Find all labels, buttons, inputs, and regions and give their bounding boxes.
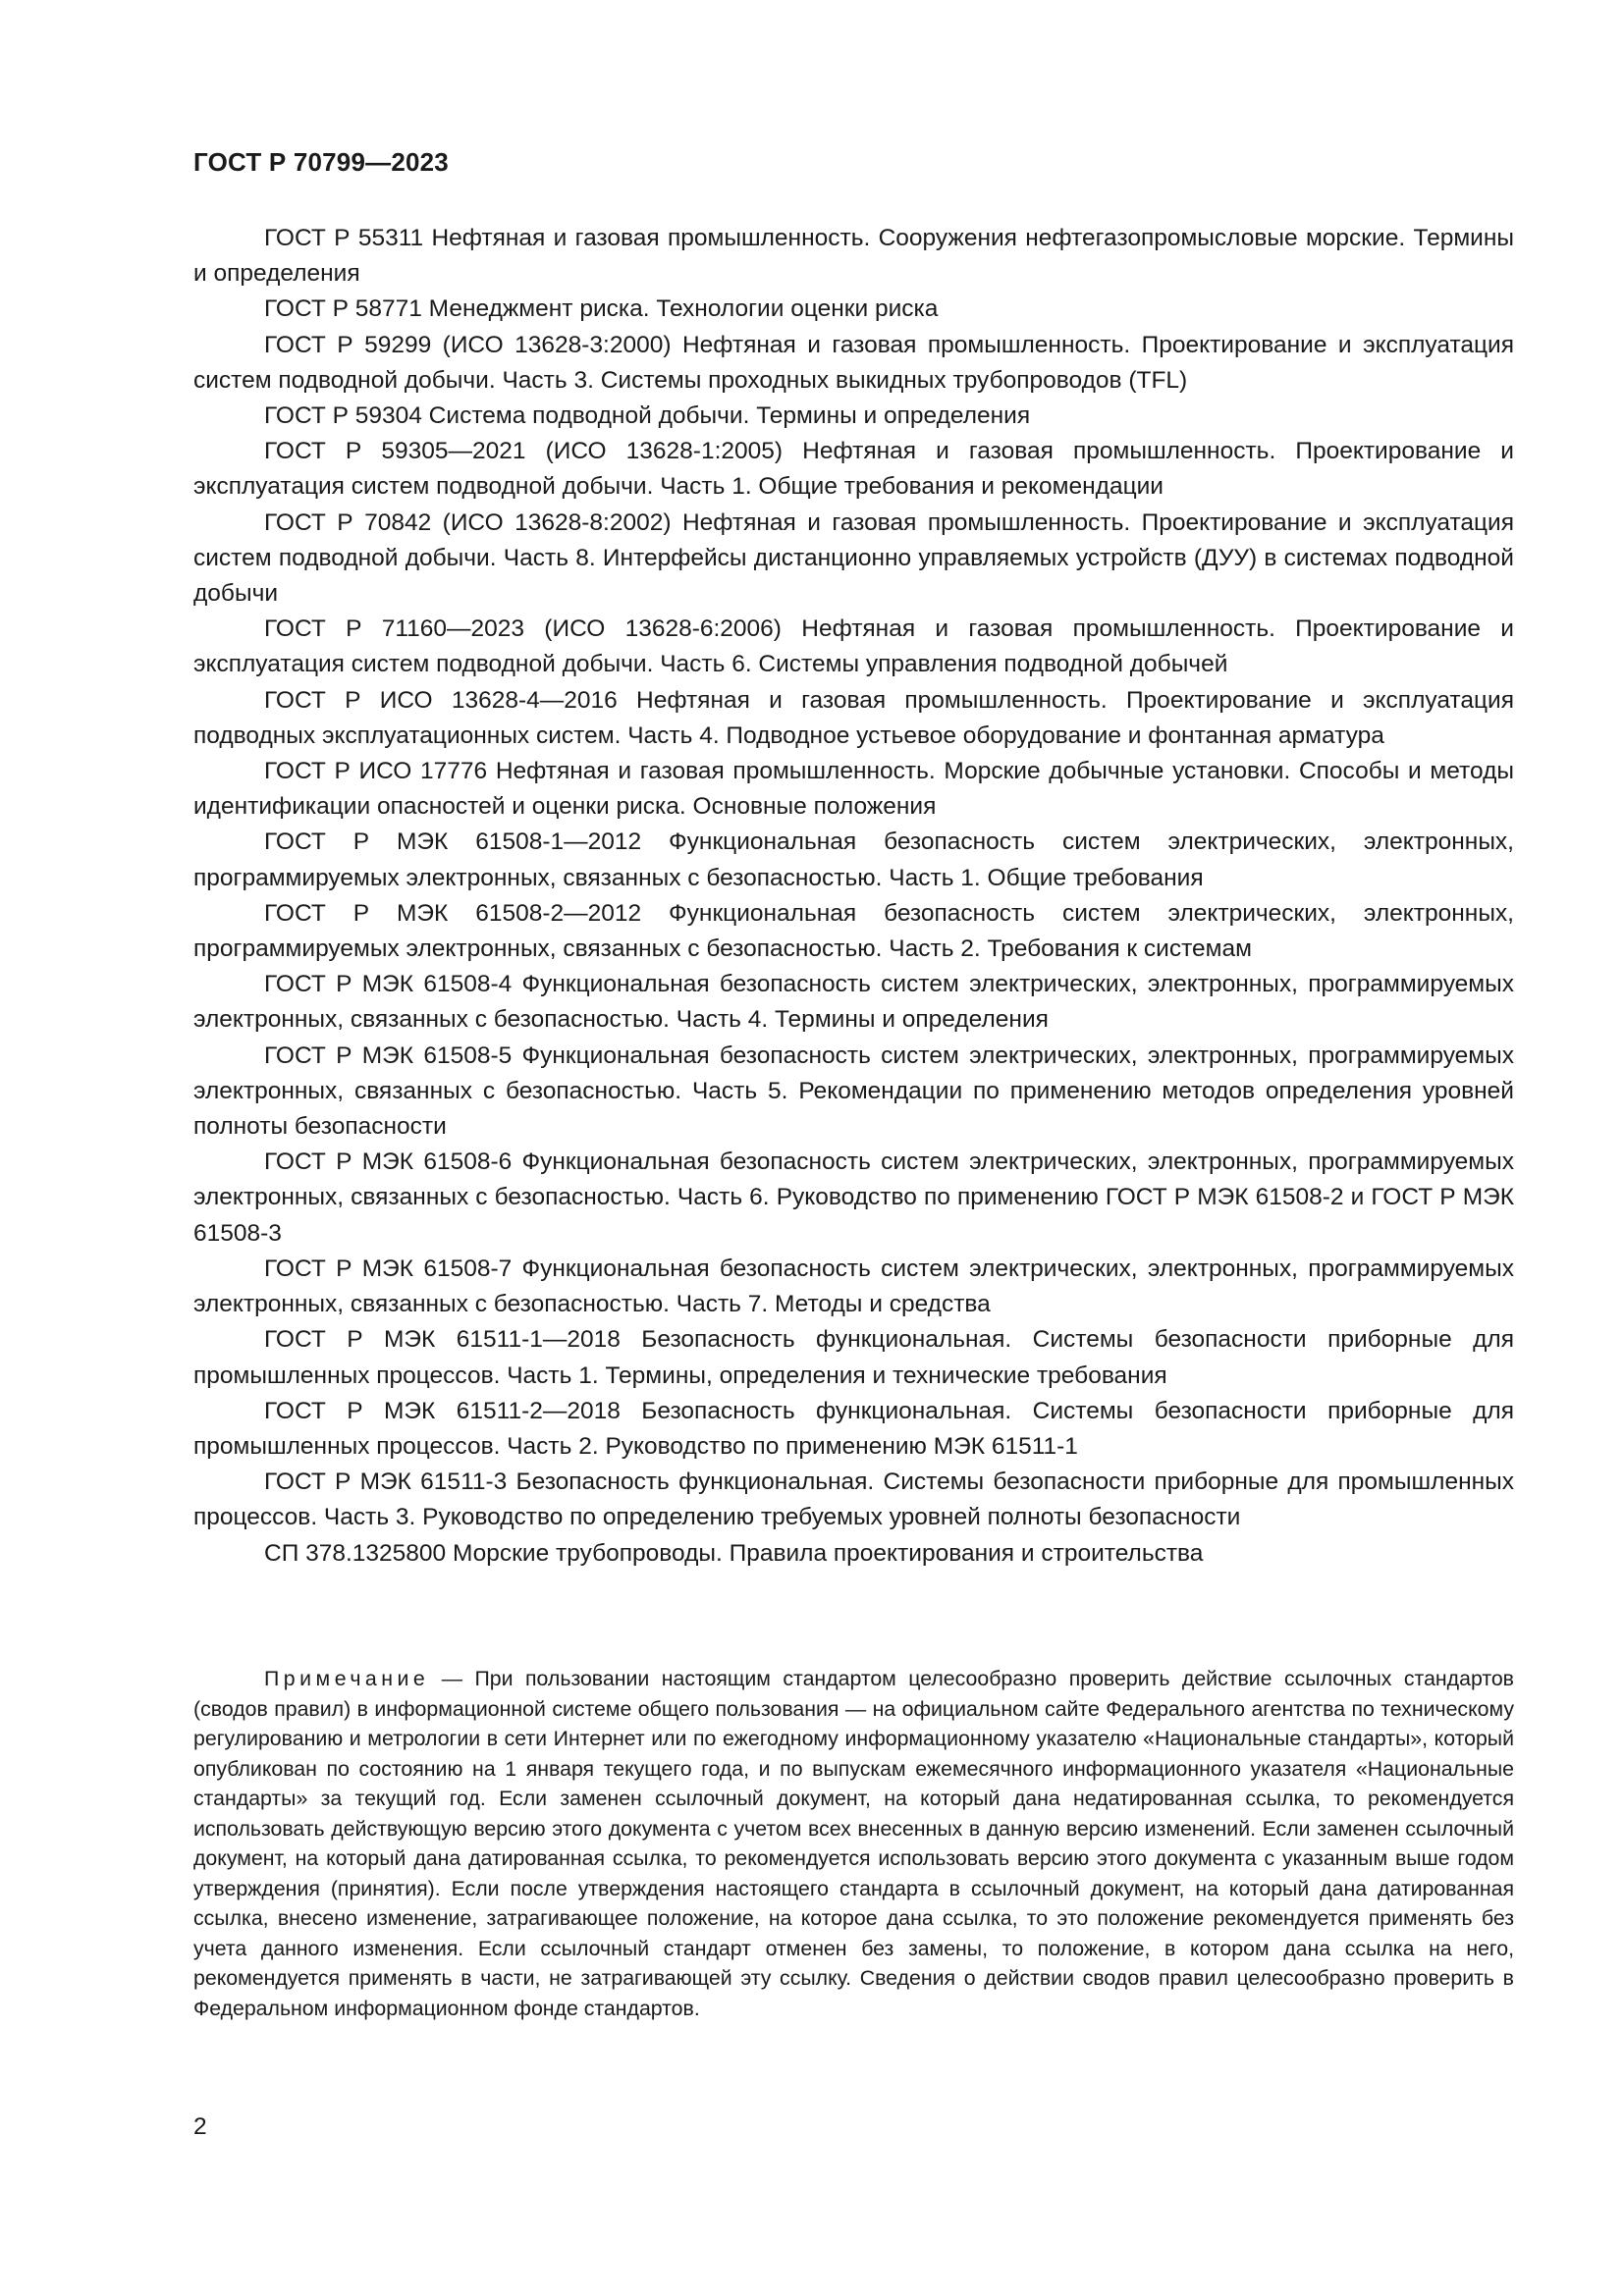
reference-item-gost-r-iec-61511-2: ГОСТ Р МЭК 61511-2—2018 Безопасность функциональная. Системы безопасности приборные для промышленных процессов. Часть 2. Руководство по применению МЭК 61511-1 [193, 1397, 1514, 1460]
reference-item-gost-r-iec-61508-4: ГОСТ Р МЭК 61508-4 Функциональная безопасность систем электрических, электронных, программируемых электронных, связанных с безопасностью. Часть 4. Термины и определения [193, 971, 1514, 1034]
note-paragraph [193, 1664, 1514, 2023]
reference-item-gost-r-58771: ГОСТ Р 58771 Менеджмент риска. Технологии оценки риска [264, 295, 939, 323]
normative-references-list [193, 221, 1514, 1572]
note-text: — При пользовании настоящим стандартом целесообразно проверить действие ссылочных стандартов (сводов правил) в информационной системе общего пользования — на официальном сайте Федерального агентства по техническому регулированию и метрологии в сети Интернет или по ежегодному информационному указателю «Национальные стандарты», который опубликован по состоянию на 1 января текущего года, и по выпускам ежемесячного информационного указателя «Национальные стандарты» за текущий год. Если заменен ссылочный документ, на который дана недатированная ссылка, то рекомендуется использовать действующую версию этого документа с учетом всех внесенных в данную версию изменений. Если заменен ссылочный документ, на который дана датированная ссылка, то рекомендуется использовать версию этого документа с указанным выше годом утверждения (принятия). Если после утверждения настоящего стандарта в ссылочный документ, на который дана датированная ссылка, внесено изменение, затрагивающее положение, на которое дана ссылка, то это положение рекомендуется применять без учета данного изменения. Если ссылочный стандарт отменен без замены, то положение, в котором дана ссылка на него, рекомендуется применять в части, не затрагивающей эту ссылку. Сведения о действии сводов правил целесообразно проверить в Федеральном информационном фонде стандартов. [193, 1667, 1514, 2020]
reference-item-gost-r-iec-61508-6: ГОСТ Р МЭК 61508-6 Функциональная безопасность систем электрических, электронных, программируемых электронных, связанных с безопасностью. Часть 6. Руководство по применению ГОСТ Р МЭК 61508-2 и ГОСТ Р МЭК 61508-3 [193, 1148, 1514, 1247]
reference-item-gost-r-iec-61508-5: ГОСТ Р МЭК 61508-5 Функциональная безопасность систем электрических, электронных, программируемых электронных, связанных с безопасностью. Часть 5. Рекомендации по применению методов определения уровней полноты безопасности [193, 1041, 1514, 1141]
reference-item-gost-r-iec-61511-1: ГОСТ Р МЭК 61511-1—2018 Безопасность функциональная. Системы безопасности приборные для промышленных процессов. Часть 1. Термины, определения и технические требования [193, 1326, 1514, 1389]
reference-item-gost-r-iso-17776: ГОСТ Р ИСО 17776 Нефтяная и газовая промышленность. Морские добычные установки. Способы и методы идентификации опасностей и оценки риска. Основные положения [193, 758, 1514, 821]
reference-item-gost-r-59304: ГОСТ Р 59304 Система подводной добычи. Термины и определения [264, 402, 1031, 430]
reference-item-gost-r-59299: ГОСТ Р 59299 (ИСО 13628-3:2000) Нефтяная и газовая промышленность. Проектирование и эксплуатация систем подводной добычи. Часть 3. Системы проходных выкидных трубопроводов (TFL) [193, 331, 1514, 394]
document-code-header: ГОСТ Р 70799—2023 [193, 147, 449, 177]
reference-item-gost-r-59305: ГОСТ Р 59305—2021 (ИСО 13628-1:2005) Нефтяная и газовая промышленность. Проектирование и эксплуатация систем подводной добычи. Часть 1. Общие требования и рекомендации [193, 438, 1514, 501]
note-label: Примечание [264, 1667, 430, 1690]
reference-item-gost-r-iec-61511-3: ГОСТ Р МЭК 61511-3 Безопасность функциональная. Системы безопасности приборные для промышленных процессов. Часть 3. Руководство по определению требуемых уровней полноты безопасности [193, 1468, 1514, 1531]
page-number: 2 [193, 2113, 207, 2140]
reference-item-gost-r-55311: ГОСТ Р 55311 Нефтяная и газовая промышленность. Сооружения нефтегазопромысловые морские. Термины и определения [193, 225, 1514, 288]
reference-item-gost-r-71160: ГОСТ Р 71160—2023 (ИСО 13628-6:2006) Нефтяная и газовая промышленность. Проектирование и эксплуатация систем подводной добычи. Часть 6. Системы управления подводной добычей [193, 615, 1514, 678]
reference-item-gost-r-iec-61508-2: ГОСТ Р МЭК 61508-2—2012 Функциональная безопасность систем электрических, электронных, программируемых электронных, связанных с безопасностью. Часть 2. Требования к системам [193, 899, 1514, 963]
reference-item-sp-378: СП 378.1325800 Морские трубопроводы. Правила проектирования и строительства [264, 1539, 1204, 1567]
reference-item-gost-r-70842: ГОСТ Р 70842 (ИСО 13628-8:2002) Нефтяная и газовая промышленность. Проектирование и эксплуатация систем подводной добычи. Часть 8. Интерфейсы дистанционно управляемых устройств (ДУУ) в системах подводной добычи [193, 508, 1514, 608]
reference-item-gost-r-iec-61508-7: ГОСТ Р МЭК 61508-7 Функциональная безопасность систем электрических, электронных, программируемых электронных, связанных с безопасностью. Часть 7. Методы и средства [193, 1255, 1514, 1318]
reference-item-gost-r-iso-13628-4: ГОСТ Р ИСО 13628-4—2016 Нефтяная и газовая промышленность. Проектирование и эксплуатация подводных эксплуатационных систем. Часть 4. Подводное устьевое оборудование и фонтанная арматура [193, 686, 1514, 749]
reference-item-gost-r-iec-61508-1: ГОСТ Р МЭК 61508-1—2012 Функциональная безопасность систем электрических, электронных, программируемых электронных, связанных с безопасностью. Часть 1. Общие требования [193, 828, 1514, 891]
